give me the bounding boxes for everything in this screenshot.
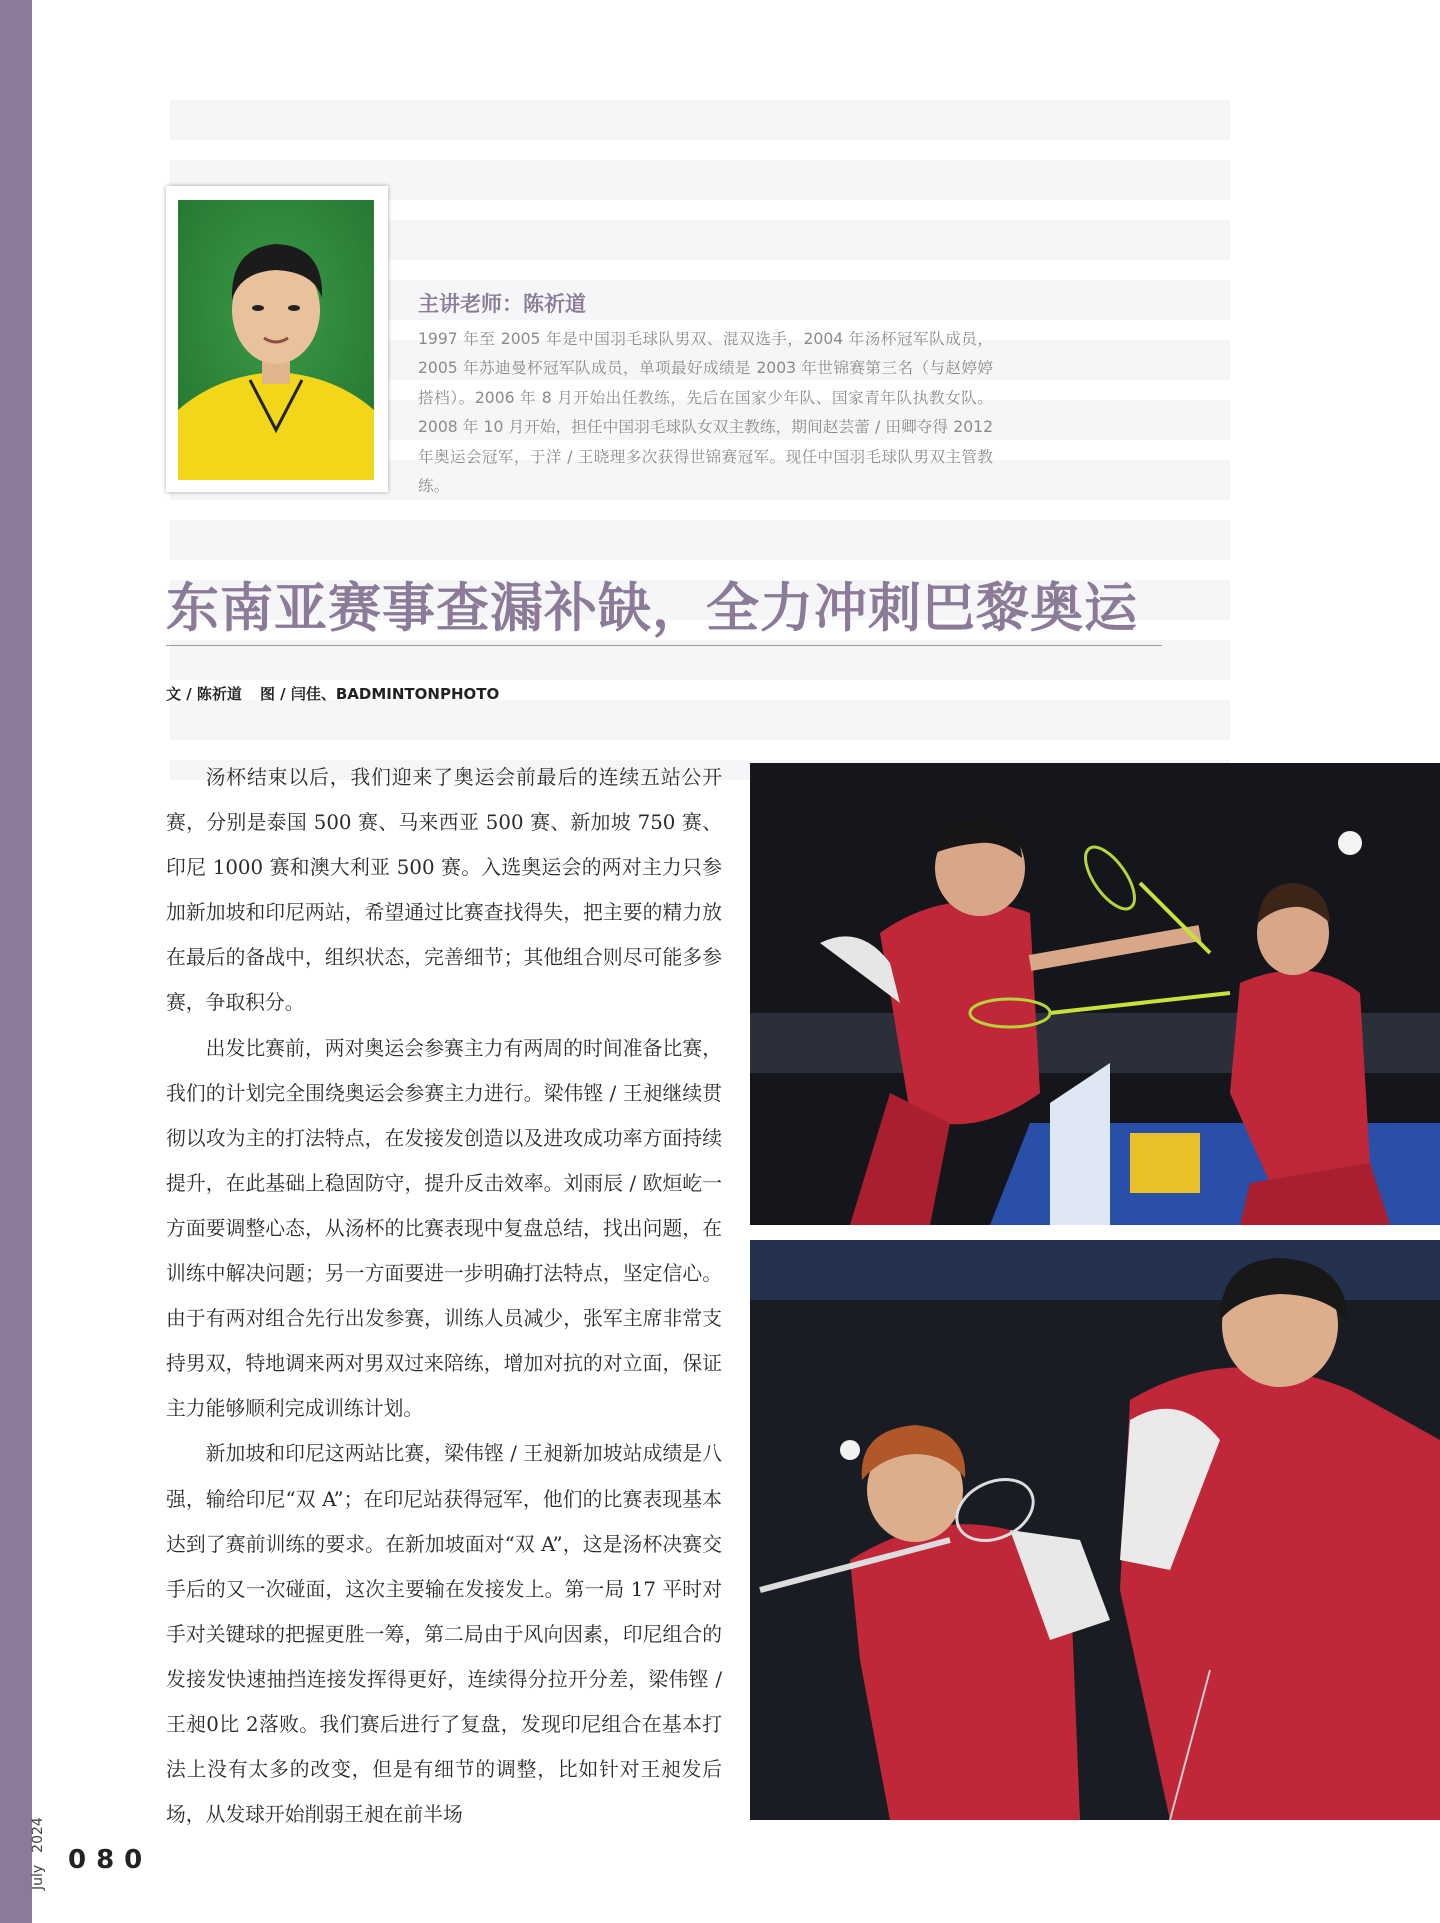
coach-portrait-image — [178, 200, 374, 480]
footer-month: July — [30, 1864, 46, 1890]
footer-date — [30, 1790, 50, 1900]
badminton-photo-bottom — [750, 1240, 1440, 1820]
side-accent-bar — [0, 0, 32, 1923]
article-headline: 东南亚赛事查漏补缺，全力冲刺巴黎奥运 — [166, 578, 1138, 639]
coach-photo-frame — [166, 186, 388, 492]
byline-photo-credit-en: BADMINTONPHOTO — [335, 685, 500, 703]
article-paragraph: 新加坡和印尼这两站比赛，梁伟铿 / 王昶新加坡站成绩是八强，输给印尼“双 A”；在印尼站获得冠军，他们的比赛表现基本达到了赛前训练的要求。在新加坡面对“双 A”，这是汤杯决赛交手后的又一次碰面，这次主要输在发接发上。第一局 17 平时对手对关键球的把握更胜一筹，第二局由于风向因素，印尼组合的发接发快速抽挡连接发挥得更好，连续得分拉开分差，梁伟铿 / 王昶0比 2落败。我们赛后进行了复盘，发现印尼组合在基本打法上没有太多的改变，但是有细节的调整，比如针对王昶发后场，从发球开始削弱王昶在前半场 — [166, 1442, 722, 1827]
byline — [166, 683, 499, 704]
coach-title: 主讲老师：陈祈道 — [418, 292, 586, 316]
byline-photo-credit: 图 / 闫佳、 — [259, 685, 336, 703]
footer-year: 2024 — [30, 1817, 46, 1853]
badminton-photo-top — [750, 763, 1440, 1225]
page-number: 080 — [68, 1845, 153, 1875]
article-body — [166, 755, 722, 1837]
headline-divider — [166, 645, 1162, 646]
article-paragraph: 出发比赛前，两对奥运会参赛主力有两周的时间准备比赛，我们的计划完全围绕奥运会参赛主力进行。梁伟铿 / 王昶继续贯彻以攻为主的打法特点，在发接发创造以及进攻成功率方面持续提升，在此基础上稳固防守，提升反击效率。刘雨辰 / 欧烜屹一方面要调整心态，从汤杯的比赛表现中复盘总结，找出问题，在训练中解决问题；另一方面要进一步明确打法特点，坚定信心。由于有两对组合先行出发参赛，训练人员减少，张军主席非常支持男双，特地调来两对男双过来陪练，增加对抗的对立面，保证主力能够顺利完成训练计划。 — [166, 1036, 722, 1421]
article-paragraph: 汤杯结束以后，我们迎来了奥运会前最后的连续五站公开赛，分别是泰国 500 赛、马来西亚 500 赛、新加坡 750 赛、印尼 1000 赛和澳大利亚 500 赛。入选奥运会的两对主力只参加新加坡和印尼两站，希望通过比赛查找得失，把主要的精力放在最后的备战中，组织状态，完善细节；其他组合则尽可能多参赛，争取积分。 — [166, 766, 722, 1015]
byline-author: 文 / 陈祈道 — [166, 685, 242, 703]
coach-bio: 1997 年至 2005 年是中国羽毛球队男双、混双选手，2004 年汤杯冠军队成员，2005 年苏迪曼杯冠军队成员，单项最好成绩是 2003 年世锦赛第三名（与赵婷婷搭档）。2006 年 8 月开始出任教练，先后在国家少年队、国家青年队执教女队。2008 年 10 月开始，担任中国羽毛球队女双主教练，期间赵芸蕾 / 田卿夺得 2012 年奥运会冠军，于洋 / 王晓理多次获得世锦赛冠军。现任中国羽毛球队男双主管教练。 — [418, 330, 993, 496]
